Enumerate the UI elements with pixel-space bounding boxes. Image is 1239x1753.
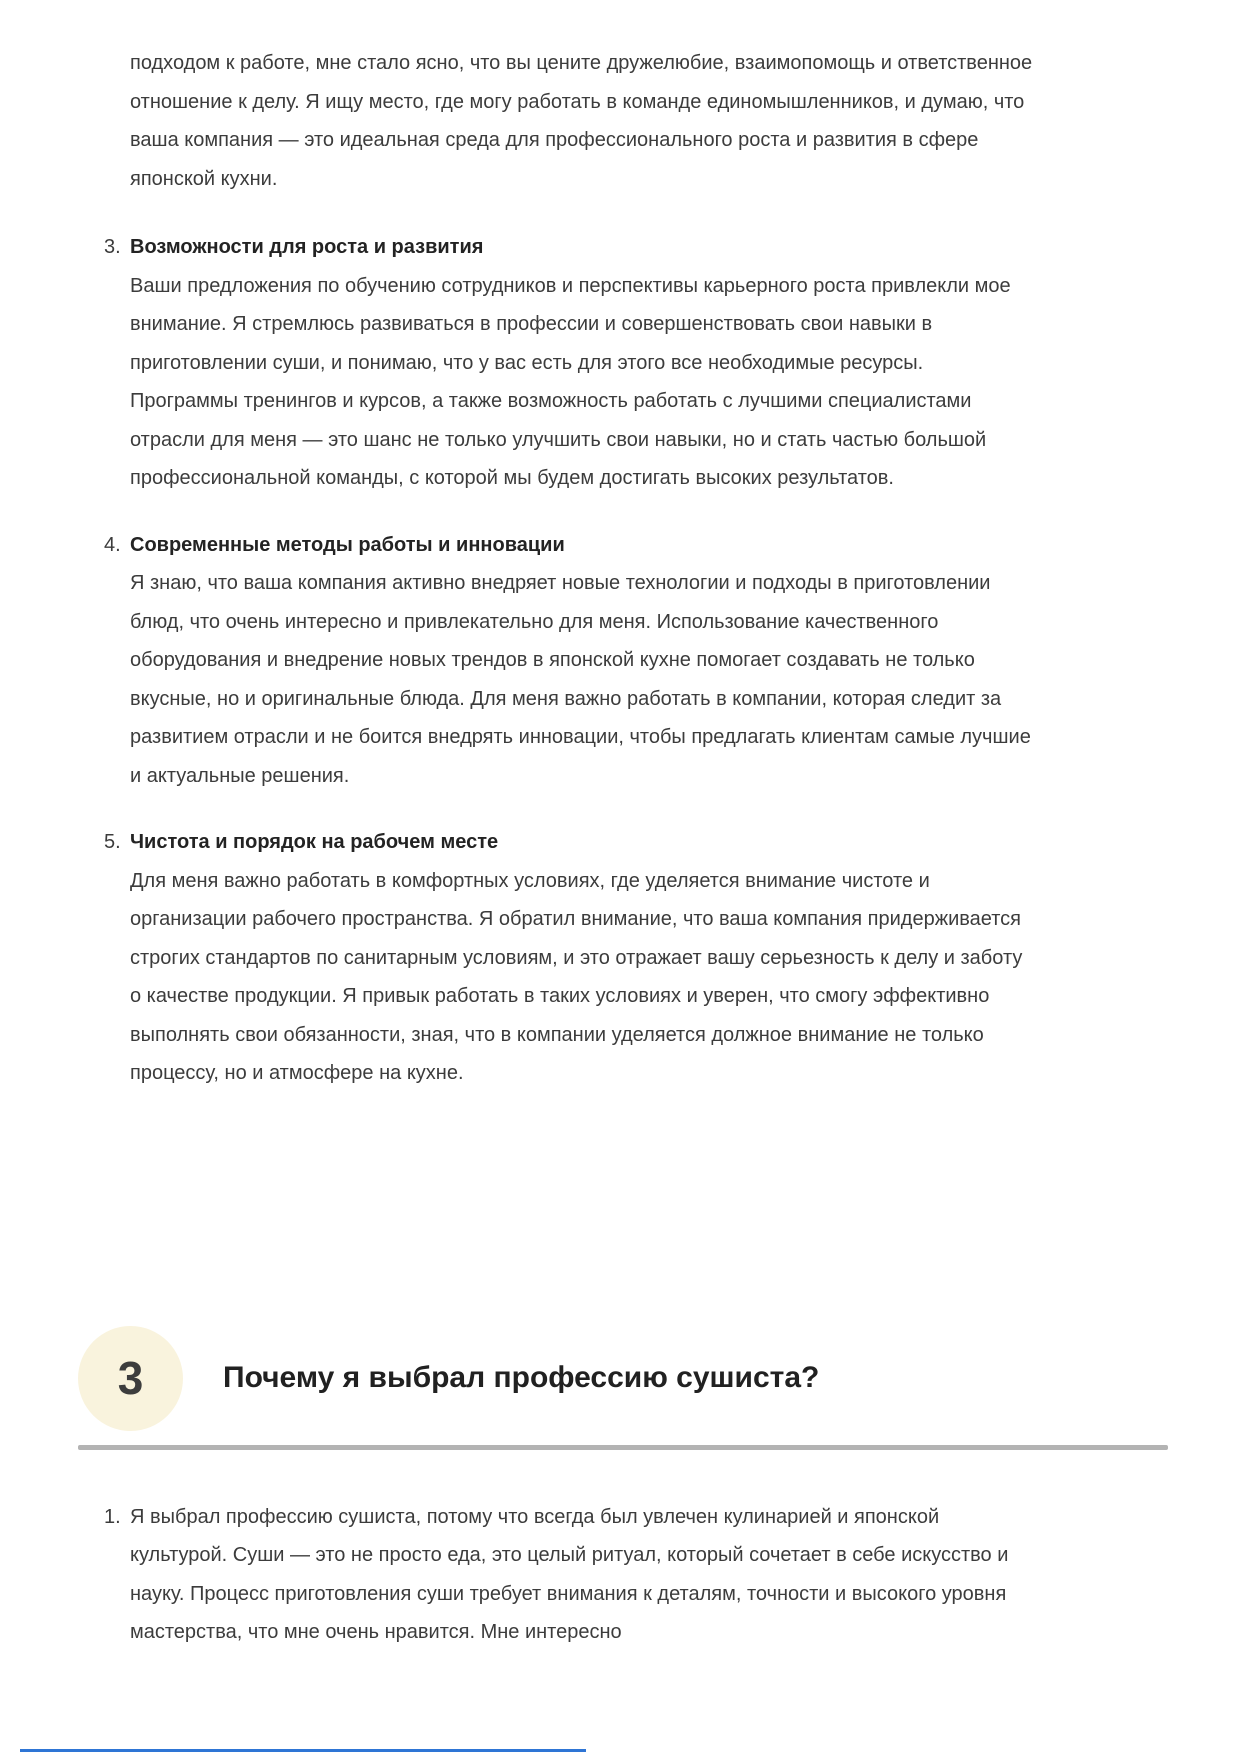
list-item-4 — [104, 526, 1135, 796]
section-title: Почему я выбрал профессию сушиста? — [223, 1361, 820, 1394]
section-divider — [78, 1445, 1168, 1450]
bottom-accent-line — [20, 1749, 586, 1752]
item-body: Я знаю, что ваша компания активно внедряет новые технологии и подходы в приготовлении блюд, что очень интересно и привлекательно для меня. Использование качественного оборудования и внедрение новых трендов в японской кухне помогает создавать не только вкусные, но и оригинальные блюда. Для меня важно работать в компании, которая следит за развитием отрасли и не боится внедрять инновации, чтобы предлагать клиентам самые лучшие и актуальные решения. — [130, 572, 1031, 787]
item-heading: Чистота и порядок на рабочем месте — [130, 831, 499, 853]
intro-continuation-paragraph: подходом к работе, мне стало ясно, что вы цените дружелюбие, взаимопомощь и ответственное отношение к делу. Я ищу место, где могу работать в команде единомышленников, и думаю, что ваша компания — это идеальная среда для профессионального роста и развития в сфере японской кухни. — [130, 52, 1033, 190]
item-heading: Современные методы работы и инновации — [130, 533, 565, 556]
item-body: Для меня важно работать в комфортных условиях, где уделяется внимание чистоте и организации рабочего пространства. Я обратил внимание, что ваша компания придерживается строгих стандартов по санитарным условиям, и это отражает вашу серьезность к делу и заботу о качестве продукции. Я привык работать в таких условиях и уверен, что смогу эффективно выполнять свои обязанности, зная, что в компании уделяется должное внимание не только процессу, но и атмосфере на кухне. — [130, 869, 1023, 1084]
item-number: 5. — [104, 831, 121, 853]
section-header — [78, 1326, 1135, 1450]
list-item-1 — [104, 1498, 1135, 1652]
list-item-3 — [104, 228, 1135, 498]
item-body: Ваши предложения по обучению сотрудников и перспективы карьерного роста привлекли мое внимание. Я стремлюсь развиваться в профессии и совершенствовать свои навыки в приготовлении суши, и понимаю, что у вас есть для этого все необходимые ресурсы. Программы тренингов и курсов, а также возможность работать с лучшими специалистами отрасли для меня — это шанс не только улучшить свои навыки, но и стать частью большой профессиональной команды, с которой мы будем достигать высоких результатов. — [130, 274, 1011, 489]
list-item-5 — [104, 823, 1135, 1093]
why-sushi-chef-list — [104, 1498, 1135, 1652]
item-body: Я выбрал профессию сушиста, потому что всегда был увлечен кулинарией и японской культурой. Суши — это не просто еда, это целый ритуал, который сочетает в себе искусство и науку. Процесс приготовления суши требует внимания к деталям, точности и высокого уровня мастерства, что мне очень нравится. Мне интересно — [130, 1505, 1009, 1643]
item-heading: Возможности для роста и развития — [130, 236, 484, 258]
reasons-list — [104, 228, 1135, 1093]
item-number: 4. — [104, 533, 121, 556]
item-number: 1. — [104, 1505, 121, 1528]
item-number: 3. — [104, 236, 121, 258]
section-number-badge: 3 — [78, 1326, 183, 1431]
